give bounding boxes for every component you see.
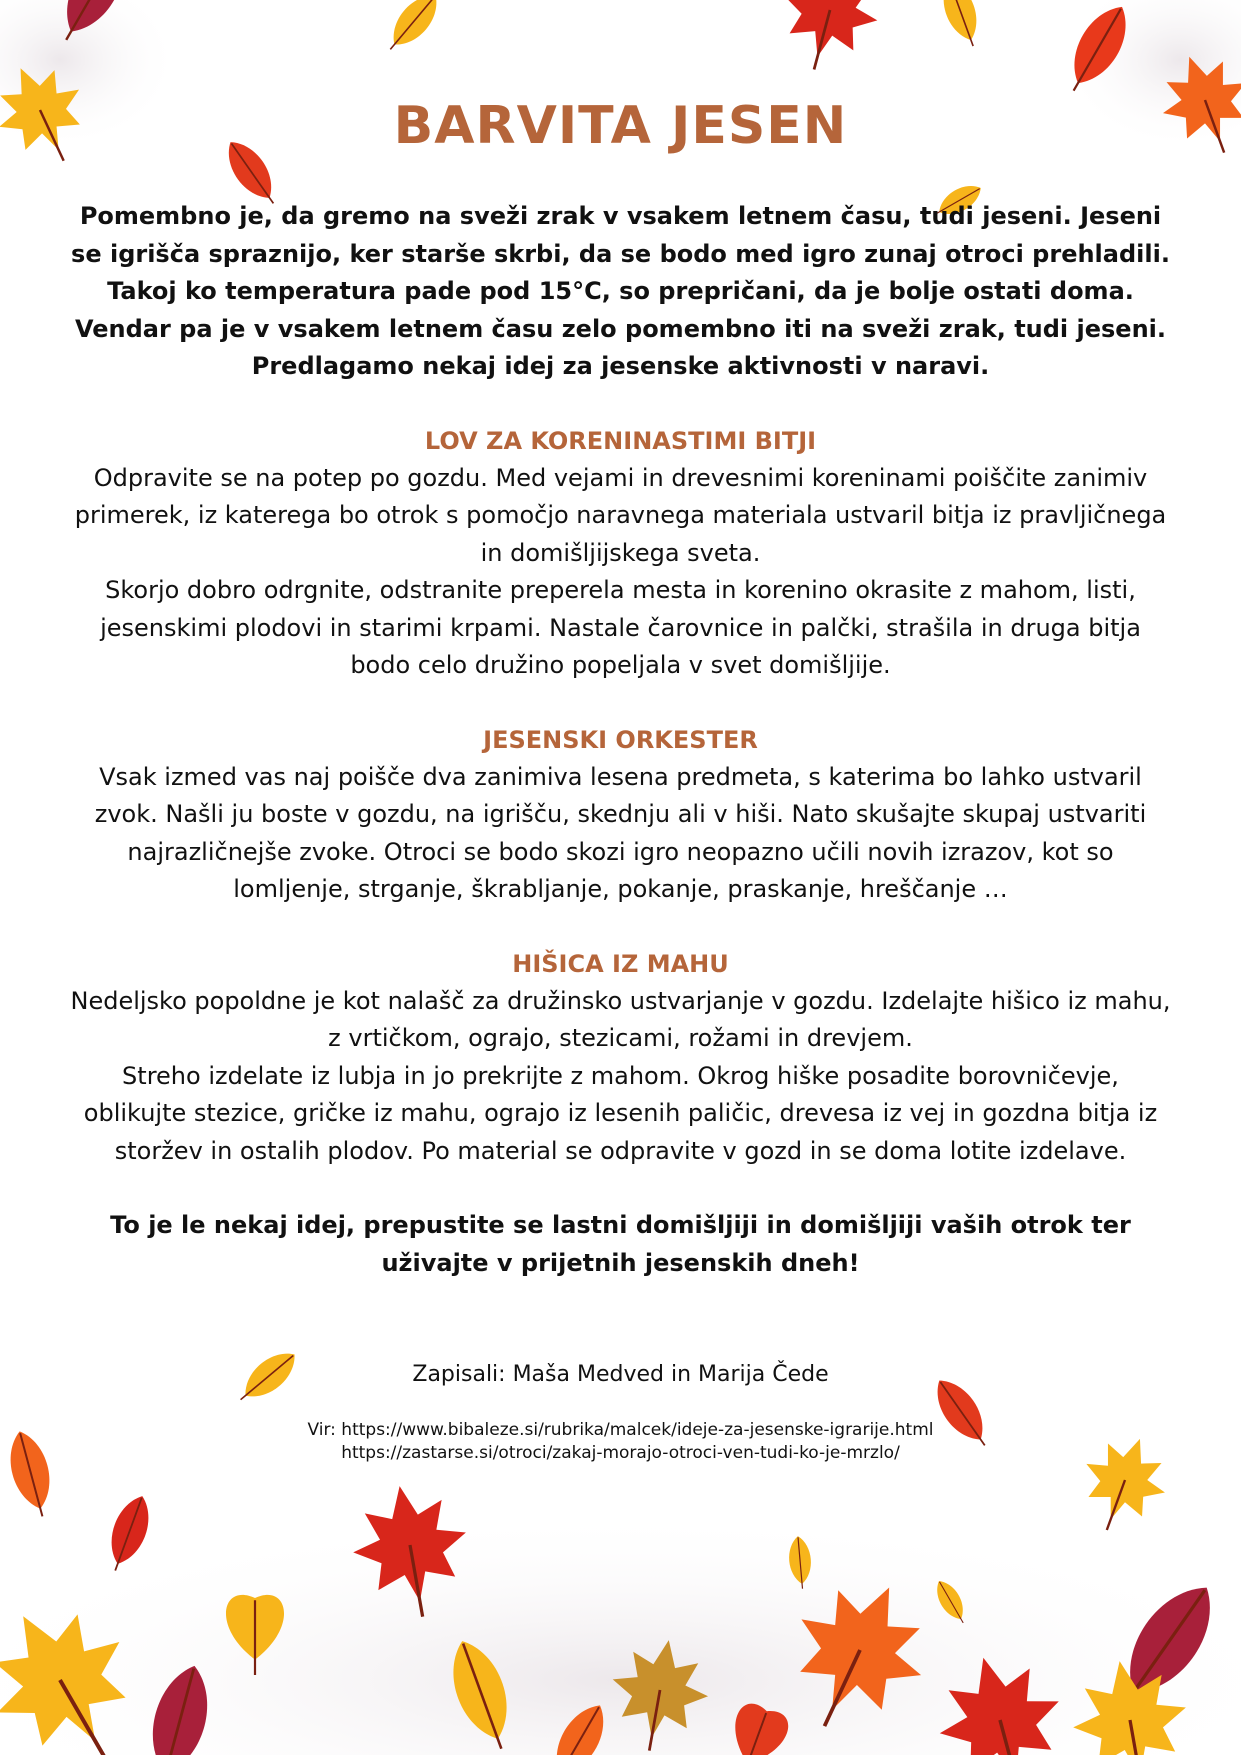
section-heading-orchestra: JESENSKI ORKESTER (483, 725, 758, 754)
article (70, 88, 1171, 1465)
closing-paragraph: To je le nekaj idej, prepustite se lastni domišljiji in domišljiji vaših otrok ter uživajte v prijetnih jesenskih dneh! (110, 1211, 1131, 1277)
intro-paragraph: Pomembno je, da gremo na sveži zrak v vsakem letnem času, tudi jeseni. Jeseni se igrišča spraznijo, ker starše skrbi, da se bodo med igro zunaj otroci prehladili. Takoj ko temperatura pade pod 15°C, so prepričani, da je bolje ostati doma. Vendar pa je v vsakem letnem času zelo pomembno iti na sveži zrak, tudi jeseni. Predlagamo nekaj idej za jesenske aktivnosti v naravi. (71, 202, 1170, 380)
leaf-icon (767, 0, 890, 82)
leaf-icon (379, 0, 446, 59)
page-title: BARVITA JESEN (393, 96, 848, 156)
leaf-icon (936, 0, 987, 51)
authors-line: Zapisali: Maša Medved in Marija Čede (412, 1362, 829, 1387)
section-paragraph: Vsak izmed vas naj poišče dva zanimiva lesena predmeta, s katerima bo lahko ustvaril zvok. Našli ju boste v gozdu, na igrišču, skednju ali v hiši. Nato skušajte skupaj ustvariti najrazličnejše zvoke. Otroci se bodo skozi igro neopazno učili novih izrazov, kot so lomljenje, strganje, škrabljanje, pokanje, praskanje, hreščanje … (94, 762, 1147, 903)
source-link[interactable]: https://zastarse.si/otroci/zakaj-morajo-otroci-ven-tudi-ko-je-mrzlo/ (341, 1443, 900, 1463)
leaf-icon (2, 1427, 60, 1521)
source-link[interactable]: Vir: https://www.bibaleze.si/rubrika/malcek/ideje-za-jesenske-igrarije.html (307, 1420, 934, 1440)
section-heading-moss-house: HIŠICA IZ MAHU (512, 949, 729, 978)
sources (70, 1419, 1171, 1465)
section-heading-roots: LOV ZA KORENINASTIMI BITJI (424, 426, 817, 455)
section-paragraph: Skorjo dobro odrgnite, odstranite preperela mesta in korenino okrasite z mahom, listi, jesenskimi plodovi in starimi krpami. Nastale čarovnice in palčki, strašila in druga bitja bodo celo družino popeljala v svet domišljije. (100, 576, 1141, 679)
section-paragraph: Streho izdelate iz lubja in jo prekrijte z mahom. Okrog hiške posadite borovničevje, oblikujte stezice, gričke iz mahu, ograjo iz lesenih paličic, drevesa iz vej in gozdna bitja iz storžev in ostalih plodov. Po material se odpravite v gozd in se doma lotite izdelave. (83, 1061, 1158, 1165)
section-paragraph: Odpravite se na potep po gozdu. Med vejami in drevesnimi koreninami poiščite zanimiv primerek, iz katerega bo otrok s pomočjo naravnega materiala ustvaril bitja iz pravljičnega in domišljijskega sveta. (74, 463, 1167, 567)
section-paragraph: Nedeljsko popoldne je kot nalašč za družinsko ustvarjanje v gozdu. Izdelajte hišico iz mahu, z vrtičkom, ograjo, stezicami, rožami in drevjem. (70, 986, 1171, 1052)
